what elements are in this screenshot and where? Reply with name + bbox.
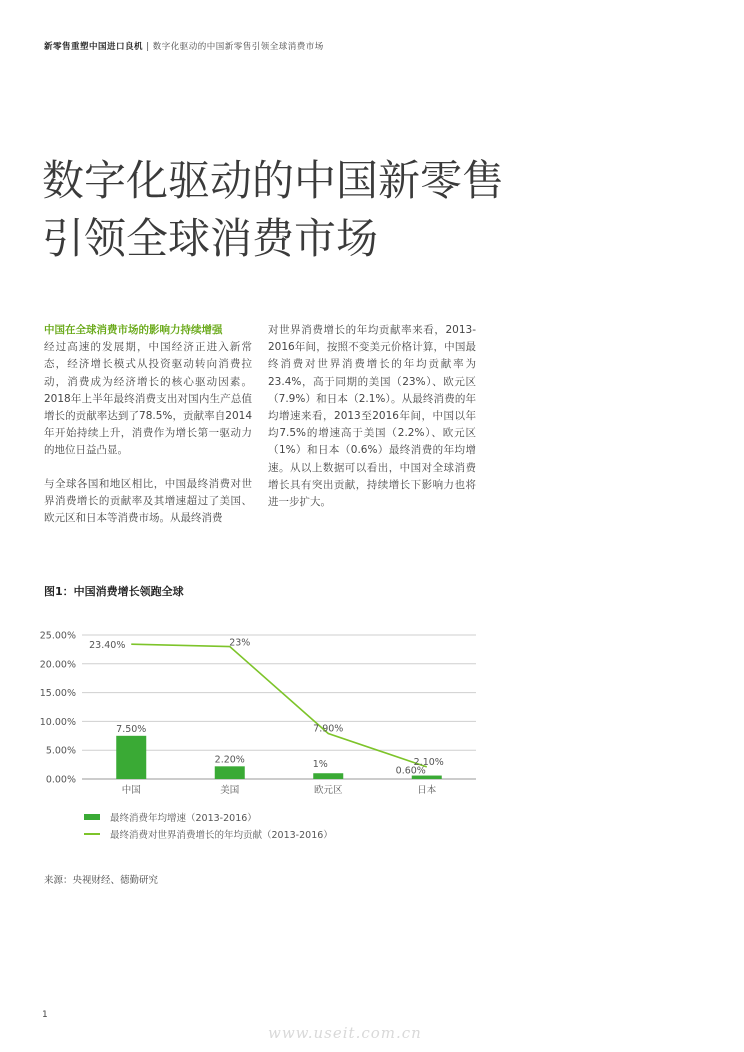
bar-data-label: 2.20% (214, 754, 245, 766)
header-report-title: 新零售重塑中国进口良机 (44, 42, 144, 52)
line-data-label: 23.40% (89, 640, 126, 652)
legend-bar-label: 最终消费年均增速（2013-2016） (110, 813, 257, 824)
bar (215, 766, 245, 779)
line-series (131, 644, 427, 767)
line-data-label: 7.90% (313, 723, 344, 735)
page-title-line2: 引领全球消费市场 (42, 214, 379, 263)
x-tick-label: 欧元区 (313, 785, 343, 796)
y-tick-label: 5.00% (45, 745, 76, 757)
header-section-title: 数字化驱动的中国新零售引领全球消费市场 (152, 42, 324, 52)
paragraph-1-text: 经过高速的发展期，中国经济正进入新常态，经济增长模式从投资驱动转向消费拉动，消费成为经济增长的核心驱动因素。2018年上半年最终消费支出对国内生产总值增长的贡献率达到了78.5%，贡献率自2014年开始持续上升，消费作为增长第一驱动力的地位日益凸显。 (44, 341, 252, 457)
x-tick-label: 日本 (417, 785, 437, 796)
legend-bar-swatch (84, 814, 100, 820)
bar (116, 736, 146, 779)
paragraph-2: 与全球各国和地区相比，中国最终消费对世界消费增长的贡献率及其增速超过了美国、欧元区和日本等消费市场。从最终消费 (44, 477, 252, 525)
page-title-line1: 数字化驱动的中国新零售 (42, 156, 505, 205)
y-tick-label: 0.00% (45, 774, 76, 786)
y-tick-label: 25.00% (40, 630, 76, 642)
header-separator: | (143, 42, 153, 52)
line-data-label: 23% (229, 637, 251, 649)
x-tick-label: 中国 (121, 785, 141, 796)
legend-line-swatch (84, 833, 100, 835)
page-title (42, 152, 504, 268)
paragraph-1 (44, 322, 252, 460)
consumption-chart (40, 620, 490, 802)
y-tick-label: 10.00% (40, 716, 76, 728)
line-data-label: 2.10% (413, 756, 444, 768)
body-column-left (44, 322, 252, 543)
bar-data-label: 1% (312, 759, 328, 771)
body-column-right (268, 322, 476, 527)
x-tick-label: 美国 (220, 785, 240, 796)
legend-line-label: 最终消费对世界消费增长的年均贡献（2013-2016） (110, 830, 333, 841)
y-tick-label: 15.00% (40, 688, 76, 700)
page-number: 1 (42, 1010, 48, 1020)
legend-item-line (84, 827, 333, 841)
bar-data-label: 0.60% (395, 765, 426, 777)
figure-title: 图1：中国消费增长领跑全球 (44, 585, 184, 598)
bar-data-label: 7.50% (116, 723, 147, 735)
section-subheading: 中国在全球消费市场的影响力持续增强 (44, 324, 223, 336)
y-tick-label: 20.00% (40, 659, 76, 671)
running-header (44, 40, 324, 52)
paragraph-3: 对世界消费增长的年均贡献率来看，2013-2016年间，按照不变美元价格计算，中国最终消费对世界消费增长的年均贡献率为23.4%，高于同期的美国（23%）、欧元区（7.9%）和日本（2.1%）。从最终消费的年均增速来看，2013至2016年间，中国以年均7.5%的增速高于美国（2.2%）、欧元区（1%）和日本（0.6%）最终消费的年均增速。从以上数据可以看出，中国对全球消费增长具有突出贡献，持续增长下影响力也将进一步扩大。 (268, 324, 476, 509)
legend-item-bar (84, 810, 257, 824)
watermark: www.useit.com.cn (268, 1024, 422, 1042)
bar (313, 773, 343, 779)
figure-source: 来源：央视财经、德勤研究 (44, 875, 159, 886)
